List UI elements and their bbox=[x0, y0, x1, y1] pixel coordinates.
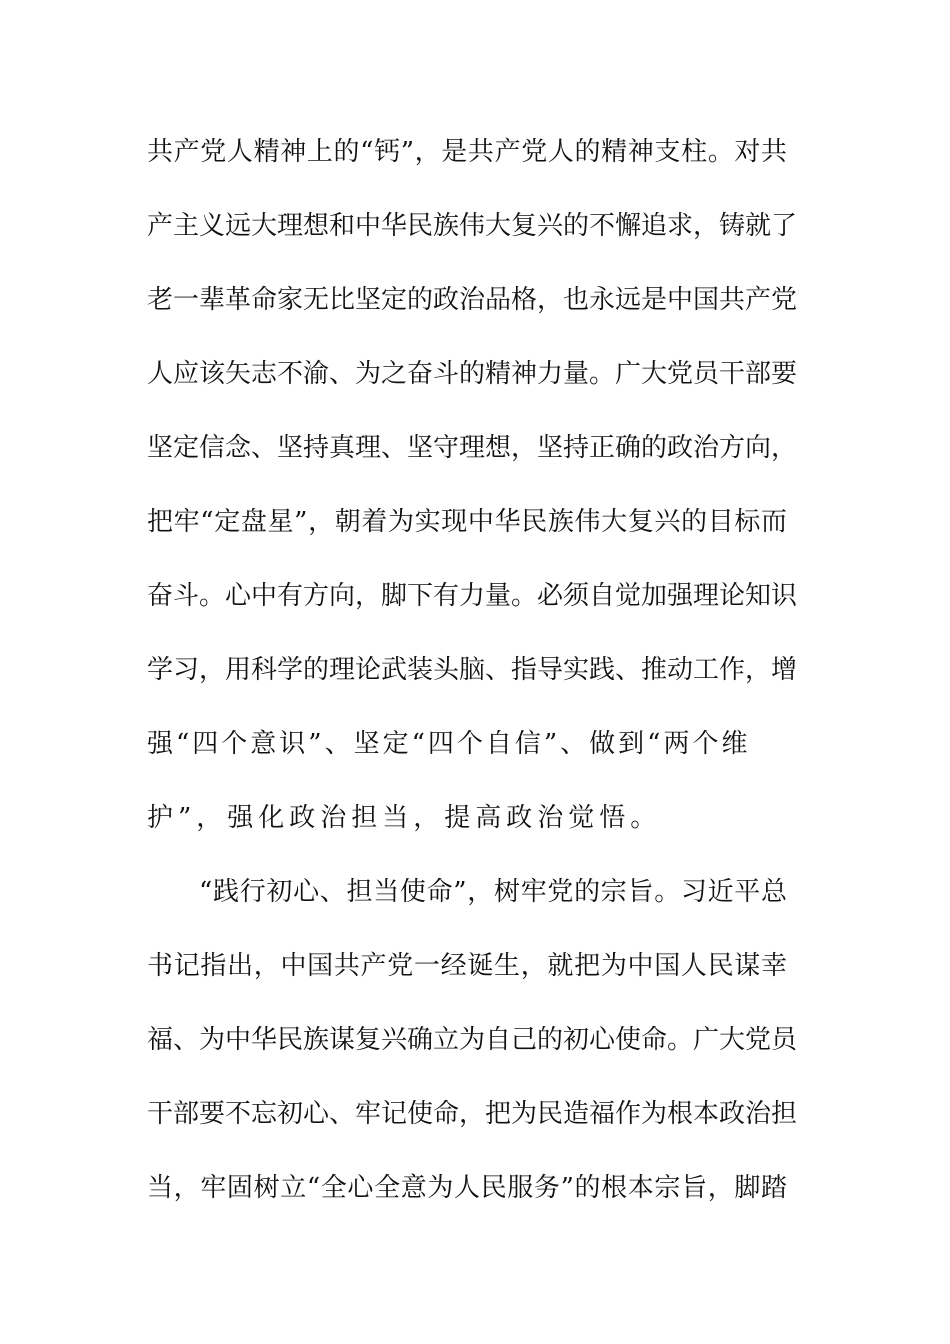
text-line: 福、为中华民族谋复兴确立为自己的初心使命。广大党员 bbox=[147, 1025, 798, 1055]
text-line: 学习，用科学的理论武装头脑、指导实践、推动工作，增 bbox=[147, 655, 798, 685]
text-line: 强“四个意识”、坚定“四个自信”、做到“两个维 bbox=[147, 729, 751, 759]
text-line: 当，牢固树立“全心全意为人民服务”的根本宗旨，脚踏 bbox=[147, 1173, 787, 1203]
text-line: 产主义远大理想和中华民族伟大复兴的不懈追求，铸就了 bbox=[147, 211, 798, 241]
text-line: 干部要不忘初心、牢记使命，把为民造福作为根本政治担 bbox=[147, 1099, 798, 1129]
text-line: 书记指出，中国共产党一经诞生，就把为中国人民谋幸 bbox=[147, 951, 787, 981]
text-line: 共产党人精神上的“钙”，是共产党人的精神支柱。对共 bbox=[147, 137, 787, 167]
text-line: 老一辈革命家无比坚定的政治品格，也永远是中国共产党 bbox=[147, 285, 798, 315]
text-line: 护”，强化政治担当，提高政治觉悟。 bbox=[147, 803, 662, 833]
text-line: 坚定信念、坚持真理、坚守理想，坚持正确的政治方向， bbox=[147, 433, 798, 463]
text-line: 把牢“定盘星”，朝着为实现中华民族伟大复兴的目标而 bbox=[147, 507, 787, 537]
text-line: 人应该矢志不渝、为之奋斗的精神力量。广大党员干部要 bbox=[147, 359, 798, 389]
text-line: 奋斗。心中有方向，脚下有力量。必须自觉加强理论知识 bbox=[147, 581, 798, 611]
paragraph-first-line: “践行初心、担当使命”，树牢党的宗旨。习近平总 bbox=[199, 877, 787, 907]
